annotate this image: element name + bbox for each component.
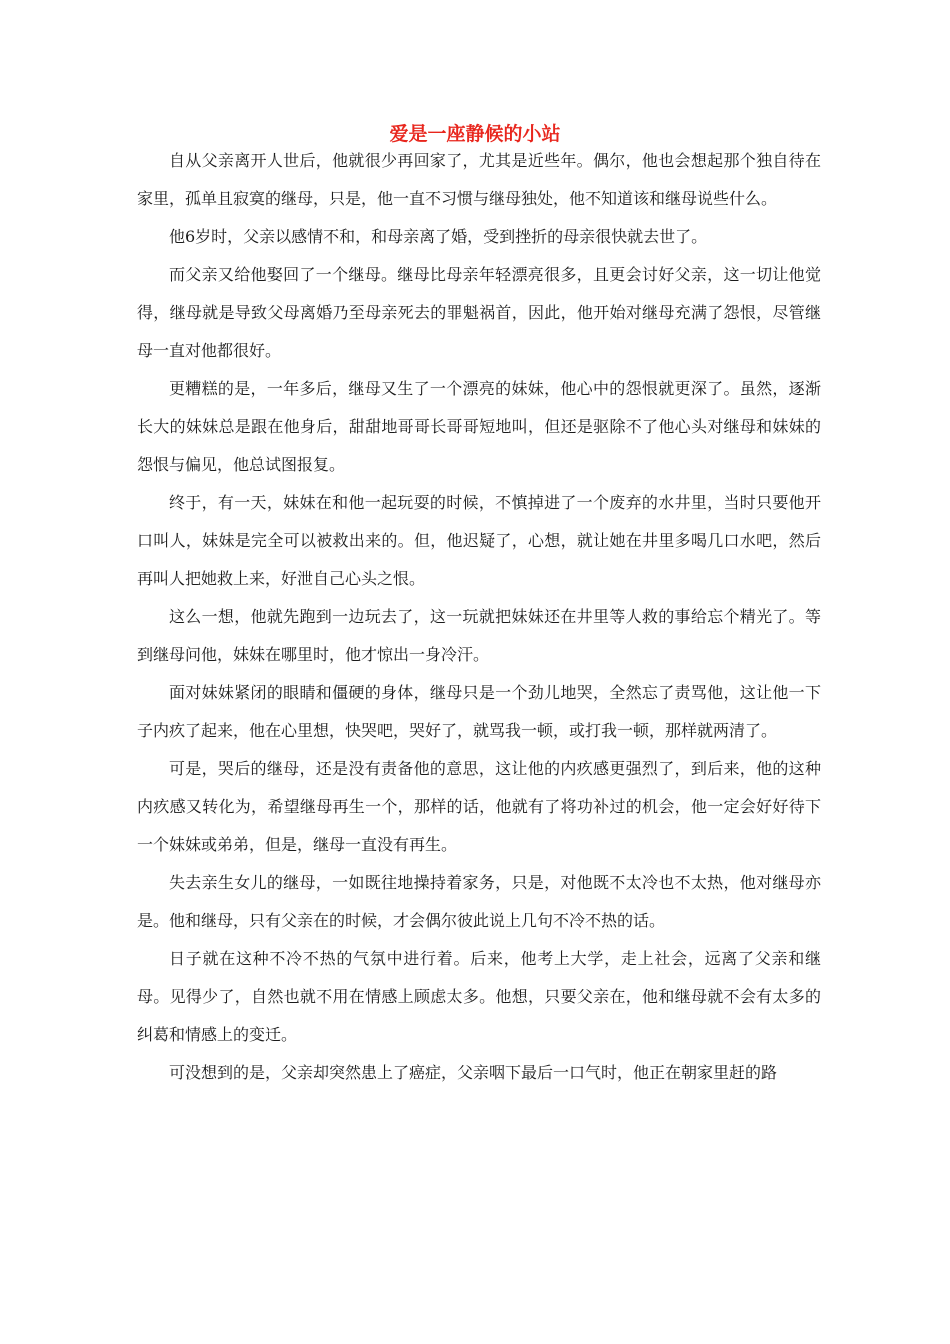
paragraph: 终于，有一天，妹妹在和他一起玩耍的时候，不慎掉进了一个废弃的水井里，当时只要他开口叫人，妹妹是完全可以被救出来的。但，他迟疑了，心想，就让她在井里多喝几口水吧，然后再叫人把她救上来，好泄自己心头之恨。 bbox=[137, 493, 821, 588]
paragraph: 这么一想，他就先跑到一边玩去了，这一玩就把妹妹还在井里等人救的事给忘个精光了。等到继母问他，妹妹在哪里时，他才惊出一身冷汗。 bbox=[137, 607, 821, 664]
paragraph: 面对妹妹紧闭的眼睛和僵硬的身体，继母只是一个劲儿地哭，全然忘了责骂他，这让他一下子内疚了起来，他在心里想，快哭吧，哭好了，就骂我一顿，或打我一顿，那样就两清了。 bbox=[137, 683, 821, 740]
page-title: 爱是一座静候的小站 bbox=[389, 123, 561, 145]
article-body bbox=[137, 142, 821, 1092]
paragraph: 更糟糕的是，一年多后，继母又生了一个漂亮的妹妹，他心中的怨恨就更深了。虽然，逐渐长大的妹妹总是跟在他身后，甜甜地哥哥长哥哥短地叫，但还是驱除不了他心头对继母和妹妹的怨恨与偏见，他总试图报复。 bbox=[137, 379, 821, 474]
paragraph: 失去亲生女儿的继母，一如既往地操持着家务，只是，对他既不太冷也不太热，他对继母亦是。他和继母，只有父亲在的时候，才会偶尔彼此说上几句不冷不热的话。 bbox=[137, 873, 821, 930]
paragraph: 可是，哭后的继母，还是没有责备他的意思，这让他的内疚感更强烈了，到后来，他的这种内疚感又转化为，希望继母再生一个，那样的话，他就有了将功补过的机会，他一定会好好待下一个妹妹或弟弟，但是，继母一直没有再生。 bbox=[137, 759, 821, 854]
paragraph: 他6岁时，父亲以感情不和，和母亲离了婚，受到挫折的母亲很快就去世了。 bbox=[169, 227, 708, 246]
paragraph: 日子就在这种不冷不热的气氛中进行着。后来，他考上大学，走上社会，远离了父亲和继母。见得少了，自然也就不用在情感上顾虑太多。他想，只要父亲在，他和继母就不会有太多的纠葛和情感上的变迁。 bbox=[137, 949, 821, 1044]
paragraph: 自从父亲离开人世后，他就很少再回家了，尤其是近些年。偶尔，他也会想起那个独自待在家里，孤单且寂寞的继母，只是，他一直不习惯与继母独处，他不知道该和继母说些什么。 bbox=[137, 151, 821, 208]
paragraph: 而父亲又给他娶回了一个继母。继母比母亲年轻漂亮很多，且更会讨好父亲，这一切让他觉得，继母就是导致父母离婚乃至母亲死去的罪魁祸首，因此，他开始对继母充满了怨恨，尽管继母一直对他都很好。 bbox=[137, 265, 821, 360]
paragraph: 可没想到的是，父亲却突然患上了癌症，父亲咽下最后一口气时，他正在朝家里赶的路 bbox=[169, 1063, 778, 1082]
